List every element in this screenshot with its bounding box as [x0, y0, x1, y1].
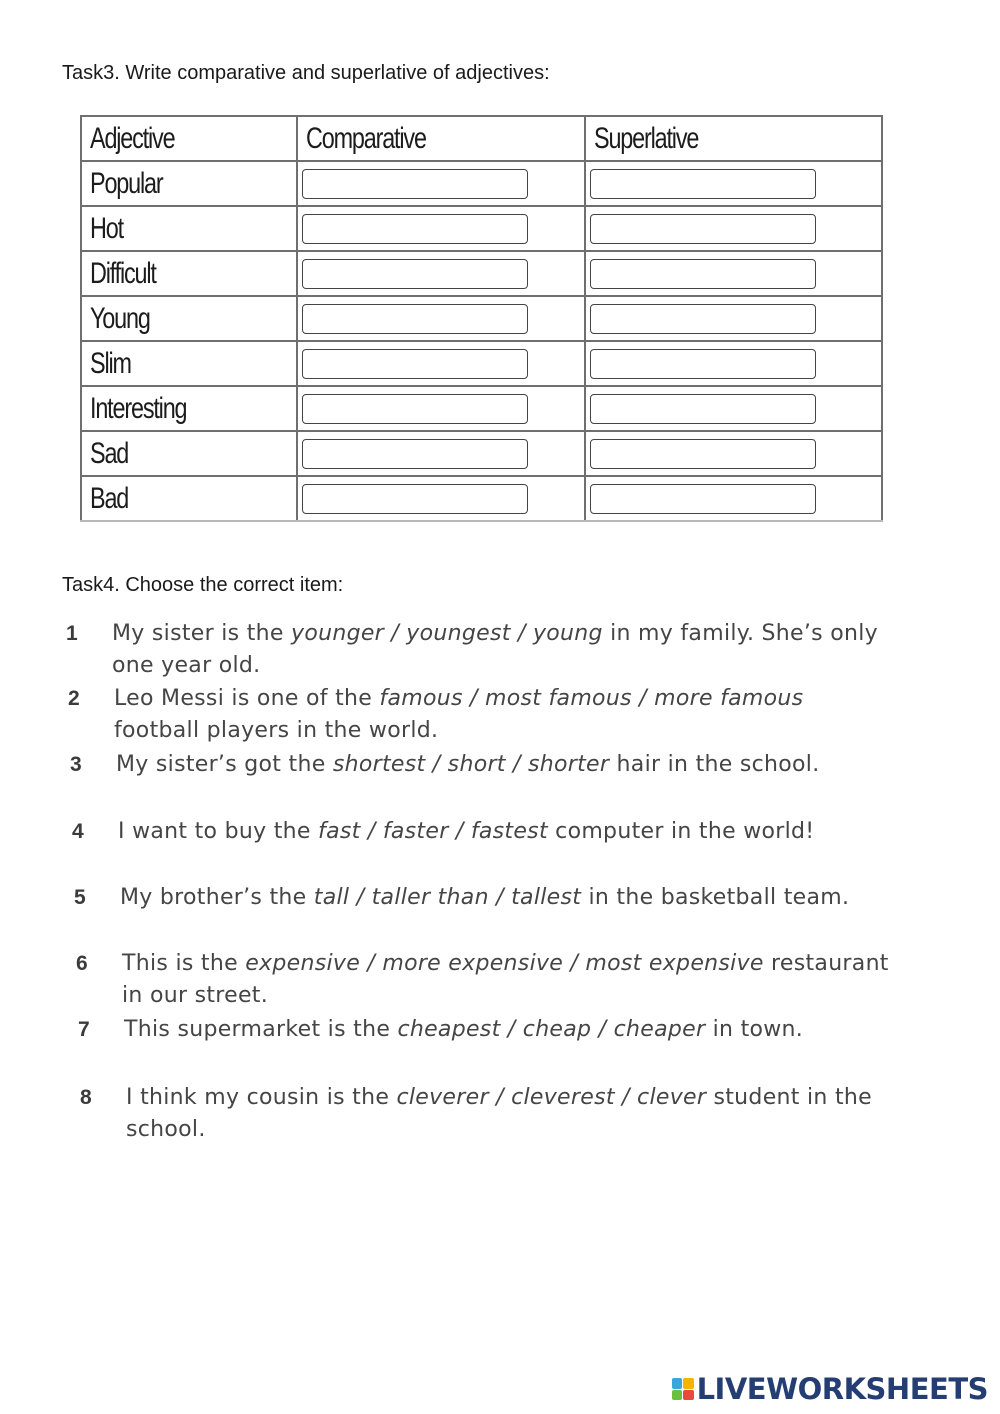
superlative-cell	[585, 296, 882, 341]
exercise-item	[78, 1014, 898, 1046]
adjective-cell: Hot	[81, 206, 297, 251]
sentence-end: restaurant in our street.	[122, 951, 889, 1008]
sentence-end: in town.	[705, 1017, 804, 1042]
header-adjective: Adjective	[81, 116, 297, 161]
table-header-row	[81, 116, 882, 161]
comparative-answer-input[interactable]	[302, 214, 528, 244]
comparative-cell	[297, 341, 585, 386]
table-row	[81, 476, 882, 521]
superlative-answer-input[interactable]	[590, 484, 816, 514]
comparative-cell	[297, 206, 585, 251]
superlative-cell	[585, 161, 882, 206]
adjective-cell: Interesting	[81, 386, 297, 431]
logo-grid-icon	[672, 1378, 694, 1400]
superlative-cell	[585, 251, 882, 296]
sentence-start: My sister’s got the	[116, 752, 333, 777]
header-superlative: Superlative	[585, 116, 882, 161]
comparative-answer-input[interactable]	[302, 484, 528, 514]
exercise-sentence	[114, 683, 888, 747]
exercise-sentence	[116, 749, 890, 781]
task4-title: Task4. Choose the correct item:	[62, 574, 344, 596]
superlative-answer-input[interactable]	[590, 214, 816, 244]
table-row	[81, 251, 882, 296]
adjective-cell: Sad	[81, 431, 297, 476]
adjective-cell: Difficult	[81, 251, 297, 296]
superlative-cell	[585, 386, 882, 431]
comparative-answer-input[interactable]	[302, 259, 528, 289]
sentence-end: computer in the world!	[547, 819, 815, 844]
superlative-cell	[585, 341, 882, 386]
superlative-answer-input[interactable]	[590, 394, 816, 424]
exercise-number: 4	[72, 820, 84, 843]
superlative-answer-input[interactable]	[590, 349, 816, 379]
comparative-cell	[297, 161, 585, 206]
logo-text: LIVEWORKSHEETS	[696, 1372, 988, 1406]
exercise-number: 3	[70, 753, 82, 776]
superlative-cell	[585, 476, 882, 521]
superlative-answer-input[interactable]	[590, 304, 816, 334]
exercise-item	[80, 1082, 900, 1146]
adjective-cell: Bad	[81, 476, 297, 521]
exercise-number: 2	[68, 687, 80, 710]
liveworksheets-logo	[672, 1372, 988, 1406]
table-row	[81, 296, 882, 341]
answer-options[interactable]: shortest / short / shorter	[332, 752, 610, 777]
sentence-start: I think my cousin is the	[126, 1085, 397, 1110]
superlative-answer-input[interactable]	[590, 169, 816, 199]
exercise-item	[68, 683, 888, 747]
table-row	[81, 431, 882, 476]
sentence-end: football players in the world.	[114, 718, 439, 743]
sentence-start: This is the	[122, 951, 246, 976]
sentence-start: I want to buy the	[118, 819, 319, 844]
exercise-sentence	[118, 816, 892, 848]
answer-options[interactable]: cleverer / cleverest / clever	[396, 1085, 707, 1110]
exercise-sentence	[124, 1014, 898, 1046]
sentence-end: in my family. She’s only one year old.	[112, 621, 878, 678]
comparative-cell	[297, 476, 585, 521]
comparative-cell	[297, 251, 585, 296]
table-row	[81, 206, 882, 251]
comparative-cell	[297, 431, 585, 476]
adjectives-table	[80, 115, 883, 522]
task3-title: Task3. Write comparative and superlative of adjectives:	[62, 62, 550, 84]
comparative-answer-input[interactable]	[302, 169, 528, 199]
superlative-cell	[585, 431, 882, 476]
table-row	[81, 386, 882, 431]
sentence-end: in the basketball team.	[581, 885, 850, 910]
answer-options[interactable]: expensive / more expensive / most expensive	[245, 951, 764, 976]
sentence-end: student in the school.	[126, 1085, 872, 1142]
answer-options[interactable]: fast / faster / fastest	[318, 819, 548, 844]
answer-options[interactable]: cheapest / cheap / cheaper	[397, 1017, 706, 1042]
superlative-answer-input[interactable]	[590, 439, 816, 469]
sentence-end: hair in the school.	[609, 752, 820, 777]
adjective-cell: Slim	[81, 341, 297, 386]
exercise-item	[72, 816, 892, 848]
exercise-item	[74, 882, 894, 914]
comparative-cell	[297, 296, 585, 341]
adjective-cell: Popular	[81, 161, 297, 206]
exercise-number: 7	[78, 1018, 90, 1041]
answer-options[interactable]: younger / youngest / young	[291, 621, 603, 646]
table-row	[81, 341, 882, 386]
superlative-cell	[585, 206, 882, 251]
exercise-item	[76, 948, 896, 1012]
sentence-start: My sister is the	[112, 621, 291, 646]
comparative-answer-input[interactable]	[302, 304, 528, 334]
comparative-answer-input[interactable]	[302, 439, 528, 469]
answer-options[interactable]: famous / most famous / more famous	[379, 686, 804, 711]
exercise-item	[70, 749, 890, 781]
table-row	[81, 161, 882, 206]
exercise-number: 5	[74, 886, 86, 909]
superlative-answer-input[interactable]	[590, 259, 816, 289]
comparative-cell	[297, 386, 585, 431]
sentence-start: Leo Messi is one of the	[114, 686, 380, 711]
sentence-start: My brother’s the	[120, 885, 314, 910]
exercise-sentence	[120, 882, 894, 914]
answer-options[interactable]: tall / taller than / tallest	[313, 885, 582, 910]
exercise-number: 8	[80, 1086, 92, 1109]
comparative-answer-input[interactable]	[302, 349, 528, 379]
header-comparative: Comparative	[297, 116, 585, 161]
exercise-sentence	[112, 618, 886, 682]
exercise-sentence	[122, 948, 896, 1012]
exercise-sentence	[126, 1082, 900, 1146]
adjective-cell: Young	[81, 296, 297, 341]
exercise-item	[66, 618, 886, 682]
exercise-number: 6	[76, 952, 88, 975]
sentence-start: This supermarket is the	[124, 1017, 398, 1042]
comparative-answer-input[interactable]	[302, 394, 528, 424]
exercise-number: 1	[66, 622, 78, 645]
